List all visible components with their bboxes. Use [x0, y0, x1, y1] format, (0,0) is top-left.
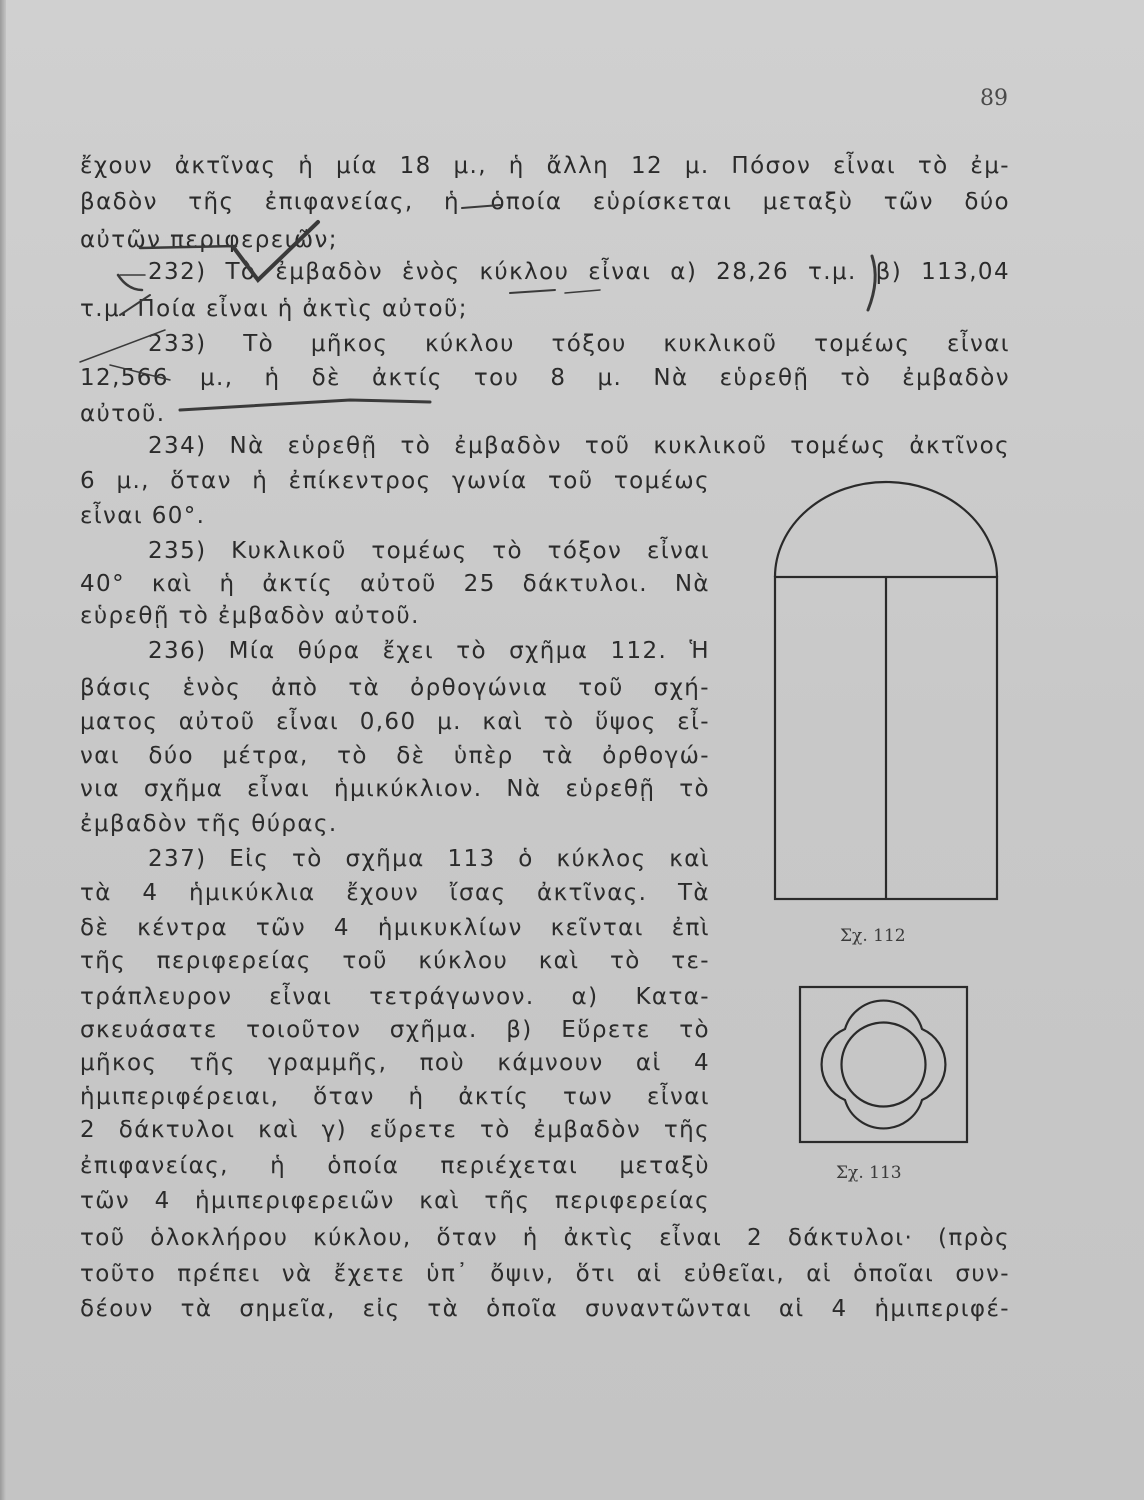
inner-circle: [842, 1023, 926, 1107]
semicircle-outline: [822, 1001, 946, 1129]
text-line: 235) Κυκλικοῦ τομέως τὸ τόξον εἶναι: [148, 538, 710, 564]
text-line: τοῦτο πρέπει νὰ ἔχετε ὑπ᾽ ὄψιν, ὅτι αἱ εὐθεῖαι, αἱ ὁποῖαι συν-: [80, 1261, 1010, 1287]
text-line: 40° καὶ ἡ ἀκτίς αὐτοῦ 25 δάκτυλοι. Νὰ: [80, 571, 710, 597]
text-line: εἶναι 60°.: [80, 503, 206, 529]
figure-112-door: [775, 482, 997, 899]
text-line: 232) Τὸ ἐμβαδὸν ἑνὸς κύκλου εἶναι α) 28,26 τ.μ. β) 113,04: [148, 259, 1010, 285]
text-line: ἡμιπεριφέρειαι, ὅταν ἡ ἀκτίς των εἶναι: [80, 1084, 710, 1110]
text-line: τράπλευρον εἶναι τετράγωνον. α) Κατα-: [80, 984, 710, 1010]
figure-113-caption: Σχ. 113: [836, 1163, 902, 1183]
text-line: 233) Τὸ μῆκος κύκλου τόξου κυκλικοῦ τομέως εἶναι: [148, 331, 1010, 357]
text-line: τῶν 4 ἡμιπεριφερειῶν καὶ τῆς περιφερείας: [80, 1188, 710, 1214]
figure-112-caption: Σχ. 112: [840, 926, 906, 946]
text-line: δέουν τὰ σημεῖα, εἰς τὰ ὁποῖα συναντῶνται αἱ 4 ἡμιπεριφέ-: [80, 1296, 1010, 1322]
text-line: μῆκος τῆς γραμμῆς, ποὺ κάμνουν αἱ 4: [80, 1050, 710, 1076]
text-line: δὲ κέντρα τῶν 4 ἡμικυκλίων κεῖνται ἐπὶ: [80, 915, 710, 941]
text-line: 237) Εἰς τὸ σχῆμα 113 ὁ κύκλος καὶ: [148, 846, 710, 872]
outer-square: [800, 987, 967, 1142]
text-line: 12,566 μ., ἡ δὲ ἀκτίς του 8 μ. Νὰ εὑρεθῇ τὸ ἐμβαδὸν: [80, 365, 1010, 391]
text-line: 234) Νὰ εὑρεθῇ τὸ ἐμβαδὸν τοῦ κυκλικοῦ τομέως ἀκτῖνος: [148, 433, 1010, 459]
text-line: ματος αὐτοῦ εἶναι 0,60 μ. καὶ τὸ ὕψος εἶ-: [80, 709, 710, 735]
text-line: τὰ 4 ἡμικύκλια ἔχουν ἴσας ἀκτῖνας. Τὰ: [80, 880, 710, 906]
text-line: ἔχουν ἀκτῖνας ἡ μία 18 μ., ἡ ἄλλη 12 μ. Πόσον εἶναι τὸ ἐμ-: [80, 153, 1010, 179]
text-line: βάσις ἑνὸς ἀπὸ τὰ ὀρθογώνια τοῦ σχή-: [80, 675, 710, 701]
text-line: σκευάσατε τοιοῦτον σχῆμα. β) Εὕρετε τὸ: [80, 1017, 710, 1043]
text-line: αὐτῶν περιφερειῶν;: [80, 227, 338, 253]
text-line: ναι δύο μέτρα, τὸ δὲ ὑπὲρ τὰ ὀρθογώ-: [80, 743, 710, 769]
text-line: 6 μ., ὅταν ἡ ἐπίκεντρος γωνία τοῦ τομέως: [80, 468, 710, 494]
text-line: εὑρεθῇ τὸ ἐμβαδὸν αὐτοῦ.: [80, 603, 420, 629]
pen-marks: [80, 205, 875, 410]
door-semicircle: [775, 482, 997, 577]
figure-113-quatrefoil: [800, 987, 967, 1142]
text-line: τοῦ ὁλοκλήρου κύκλου, ὅταν ἡ ἀκτὶς εἶναι 2 δάκτυλοι· (πρὸς: [80, 1225, 1010, 1251]
text-line: τῆς περιφερείας τοῦ κύκλου καὶ τὸ τε-: [80, 948, 710, 974]
text-line: νια σχῆμα εἶναι ἡμικύκλιον. Νὰ εὑρεθῇ τὸ: [80, 776, 710, 802]
text-line: 2 δάκτυλοι καὶ γ) εὕρετε τὸ ἐμβαδὸν τῆς: [80, 1117, 710, 1143]
text-line: αὐτοῦ.: [80, 401, 166, 427]
page-number: 89: [980, 86, 1008, 111]
text-line: βαδὸν τῆς ἐπιφανείας, ἡ ὁποία εὑρίσκεται μεταξὺ τῶν δύο: [80, 189, 1010, 215]
text-line: τ.μ. Ποία εἶναι ἡ ἀκτὶς αὐτοῦ;: [80, 296, 468, 322]
text-line: ἐπιφανείας, ἡ ὁποία περιέχεται μεταξὺ: [80, 1153, 710, 1179]
text-line: 236) Μία θύρα ἔχει τὸ σχῆμα 112. Ἡ: [148, 638, 710, 664]
text-line: ἐμβαδὸν τῆς θύρας.: [80, 811, 338, 837]
